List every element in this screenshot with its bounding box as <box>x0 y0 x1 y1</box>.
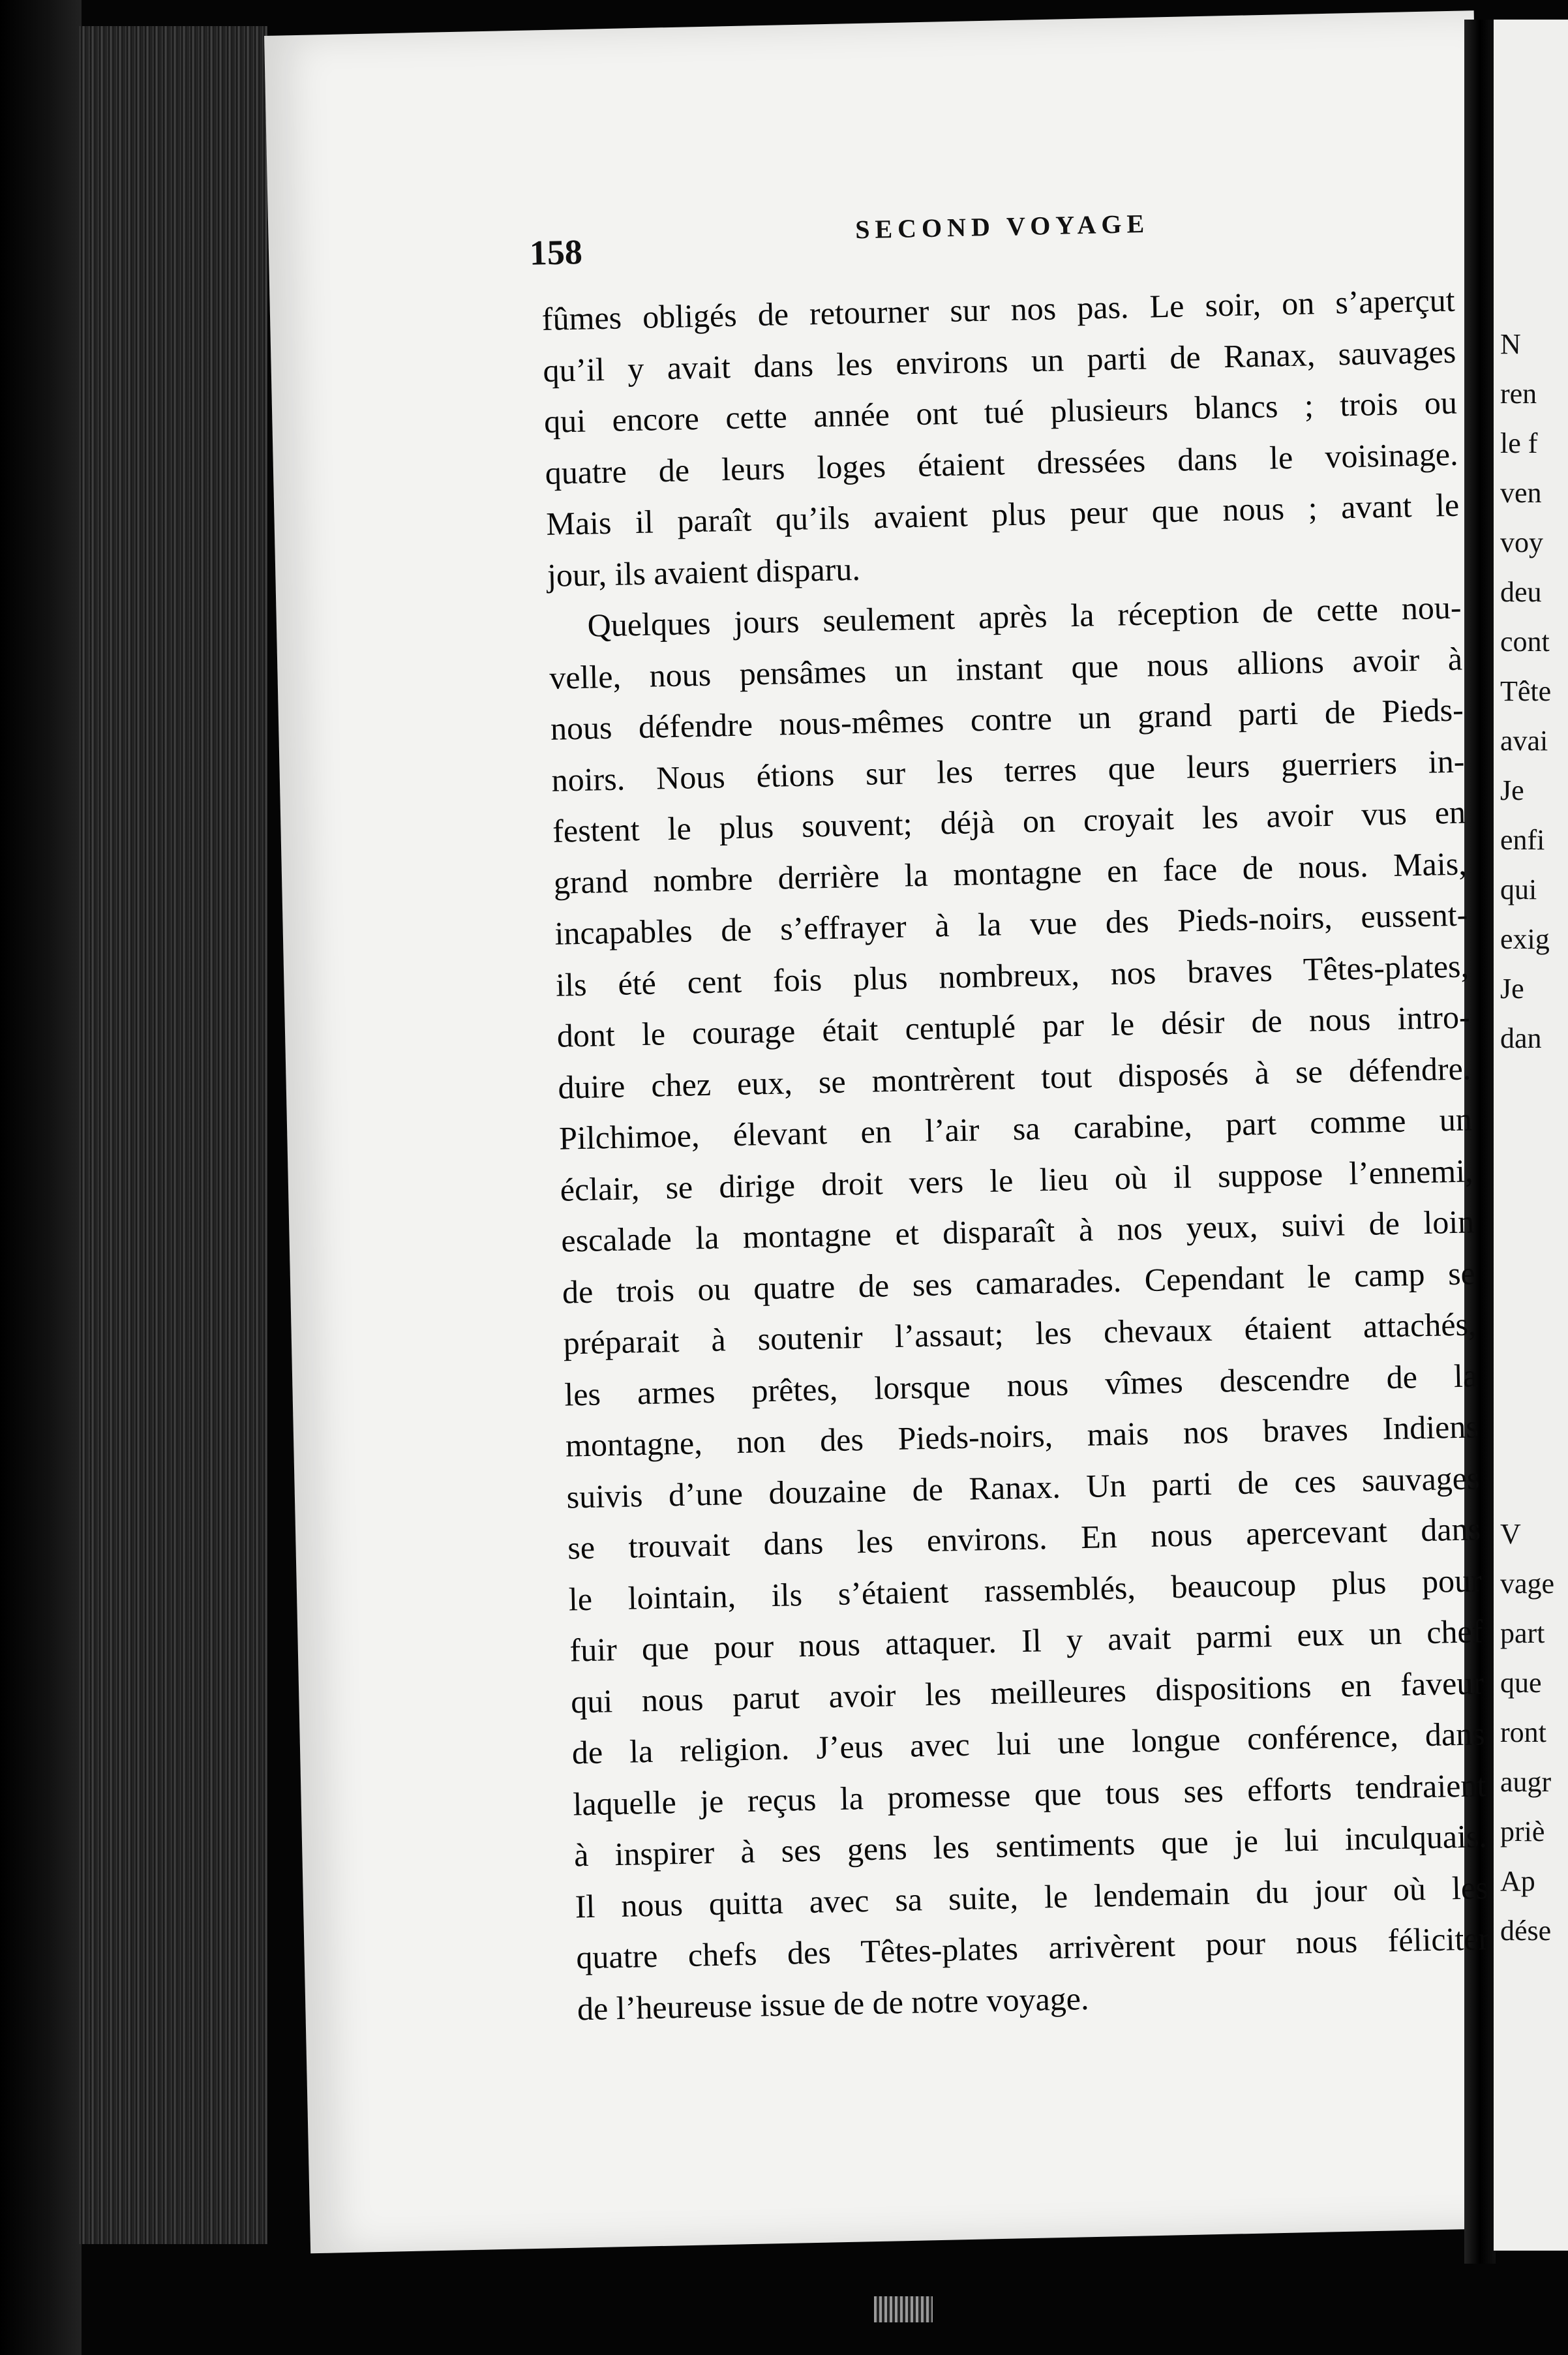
right-page-line: exig <box>1500 923 1550 955</box>
right-page-line: ren <box>1500 378 1537 410</box>
right-page-line: dan <box>1500 1022 1542 1054</box>
right-page-line: augr <box>1500 1766 1552 1798</box>
library-stamp <box>874 2296 933 2322</box>
right-page-line: Tête <box>1500 675 1552 707</box>
text-line: grand nombre derrière la montagne en face de nous. Mais, <box>553 844 1468 901</box>
text-line: dont le courage était centuplé par le désir de nous intro- <box>556 998 1471 1054</box>
right-page-line: qui <box>1500 874 1537 905</box>
text-line: Quelques jours seulement après la réception de cette nou- <box>587 588 1462 644</box>
right-page-line <box>1500 1212 1554 1262</box>
text-line: à inspirer à ses gens les sentiments que je lui inculquais. <box>573 1817 1488 1874</box>
right-page-fragment <box>1494 20 1568 2251</box>
text-line: se trouvait dans les environs. En nous apercevant dans <box>567 1510 1481 1566</box>
right-page-line: Ap <box>1500 1865 1535 1897</box>
text-line: Il nous quitta avec sa suite, le lendemain du jour où les <box>575 1868 1489 1924</box>
right-page-line <box>1500 1262 1554 1311</box>
right-page-line <box>1500 1361 1554 1410</box>
text-line: fûmes obligés de retourner sur nos pas. Le soir, on s’aperçut <box>541 281 1456 337</box>
right-page-line: vage <box>1500 1568 1555 1600</box>
right-page-line: N <box>1500 328 1521 360</box>
text-line: qui nous parut avoir les meilleures dispositions en faveur <box>570 1664 1485 1720</box>
text-line: éclair, se dirige droit vers le lieu où il suppose l’ennemi, <box>560 1151 1474 1208</box>
page-edges <box>78 26 267 2244</box>
page-number: 158 <box>529 232 583 273</box>
right-page-line: enfi <box>1500 824 1545 856</box>
text-line: jour, ils avaient disparu. <box>547 550 861 594</box>
right-page-line: priè <box>1500 1816 1545 1847</box>
text-line: de trois ou quatre de ses camarades. Cependant le camp se <box>562 1254 1476 1311</box>
text-line: Pilchimoe, élevant en l’air sa carabine, part comme un <box>558 1101 1473 1157</box>
text-line: velle, nous pensâmes un instant que nous allions avoir à <box>549 640 1463 696</box>
right-page-lines <box>1500 320 1554 1956</box>
right-page-line: cont <box>1500 626 1550 658</box>
right-page-line <box>1500 1460 1554 1510</box>
right-page-line: avai <box>1500 725 1548 757</box>
text-line: laquelle je reçus la promesse que tous ses efforts tendraient <box>572 1766 1486 1822</box>
text-line: Mais il paraît qu’ils avaient plus peur que nous ; avant le <box>545 486 1460 542</box>
book-spine-shadow <box>0 0 82 2355</box>
text-line: escalade la montagne et disparaît à nos yeux, suivi de loin <box>560 1203 1475 1259</box>
text-line: incapables de s’effrayer à la vue des Pieds-noirs, eussent- <box>554 896 1468 952</box>
text-line: de l’heureuse issue de de notre voyage. <box>577 1979 1089 2027</box>
text-line: préparait à soutenir l’assaut; les chevaux étaient attachés, <box>563 1305 1477 1361</box>
right-page-line: part <box>1500 1617 1545 1649</box>
right-page-line: ront <box>1500 1716 1546 1748</box>
right-page-line <box>1500 1063 1554 1113</box>
right-page-line <box>1500 1410 1554 1460</box>
text-line: noirs. Nous étions sur les terres que leurs guerriers in- <box>551 742 1465 798</box>
text-line: duire chez eux, se montrèrent tout disposés à se défendre. <box>557 1049 1471 1106</box>
right-page-line: que <box>1500 1667 1542 1699</box>
text-line: montagne, non des Pieds-noirs, mais nos braves Indiens <box>565 1408 1479 1464</box>
right-page-line: V <box>1500 1518 1521 1550</box>
text-line: quatre de leurs loges étaient dressées dans le voisinage. <box>545 435 1459 491</box>
text-line: les armes prêtes, lorsque nous vîmes descendre de la <box>564 1356 1478 1413</box>
right-page-line: deu <box>1500 576 1542 608</box>
right-page-line: Je <box>1500 774 1524 806</box>
text-line: le lointain, ils s’étaient rassemblés, beaucoup plus pour <box>568 1561 1483 1618</box>
text-line: festent le plus souvent; déjà on croyait les avoir vus en <box>552 793 1466 849</box>
right-page-line: dése <box>1500 1915 1552 1947</box>
text-line: fuir que pour nous attaquer. Il y avait parmi eux un chef <box>569 1613 1483 1669</box>
right-page-line: Je <box>1500 973 1524 1005</box>
right-page-line: voy <box>1500 526 1543 558</box>
running-head: SECOND VOYAGE <box>854 208 1150 245</box>
body-text <box>541 275 1491 2035</box>
text-line: quatre chefs des Têtes-plates arrivèrent pour nous féliciter <box>575 1920 1490 1976</box>
text-line: de la religion. J’eus avec lui une longue conférence, dans <box>571 1715 1486 1771</box>
text-line: ils été cent fois plus nombreux, nos braves Têtes-plates, <box>555 947 1470 1003</box>
text-line: nous défendre nous-mêmes contre un grand parti de Pieds- <box>550 691 1464 747</box>
right-page-line: ven <box>1500 477 1542 509</box>
text-line: qu’il y avait dans les environs un parti de Ranax, sauvages <box>542 333 1456 389</box>
right-page-line <box>1500 1113 1554 1162</box>
right-page-line <box>1500 1311 1554 1361</box>
text-line: qui encore cette année ont tué plusieurs blancs ; trois ou <box>543 384 1458 440</box>
right-page-line <box>1500 1162 1554 1212</box>
text-line: suivis d’une douzaine de Ranax. Un parti de ces sauvages <box>566 1459 1480 1515</box>
right-page-line: le f <box>1500 427 1538 459</box>
